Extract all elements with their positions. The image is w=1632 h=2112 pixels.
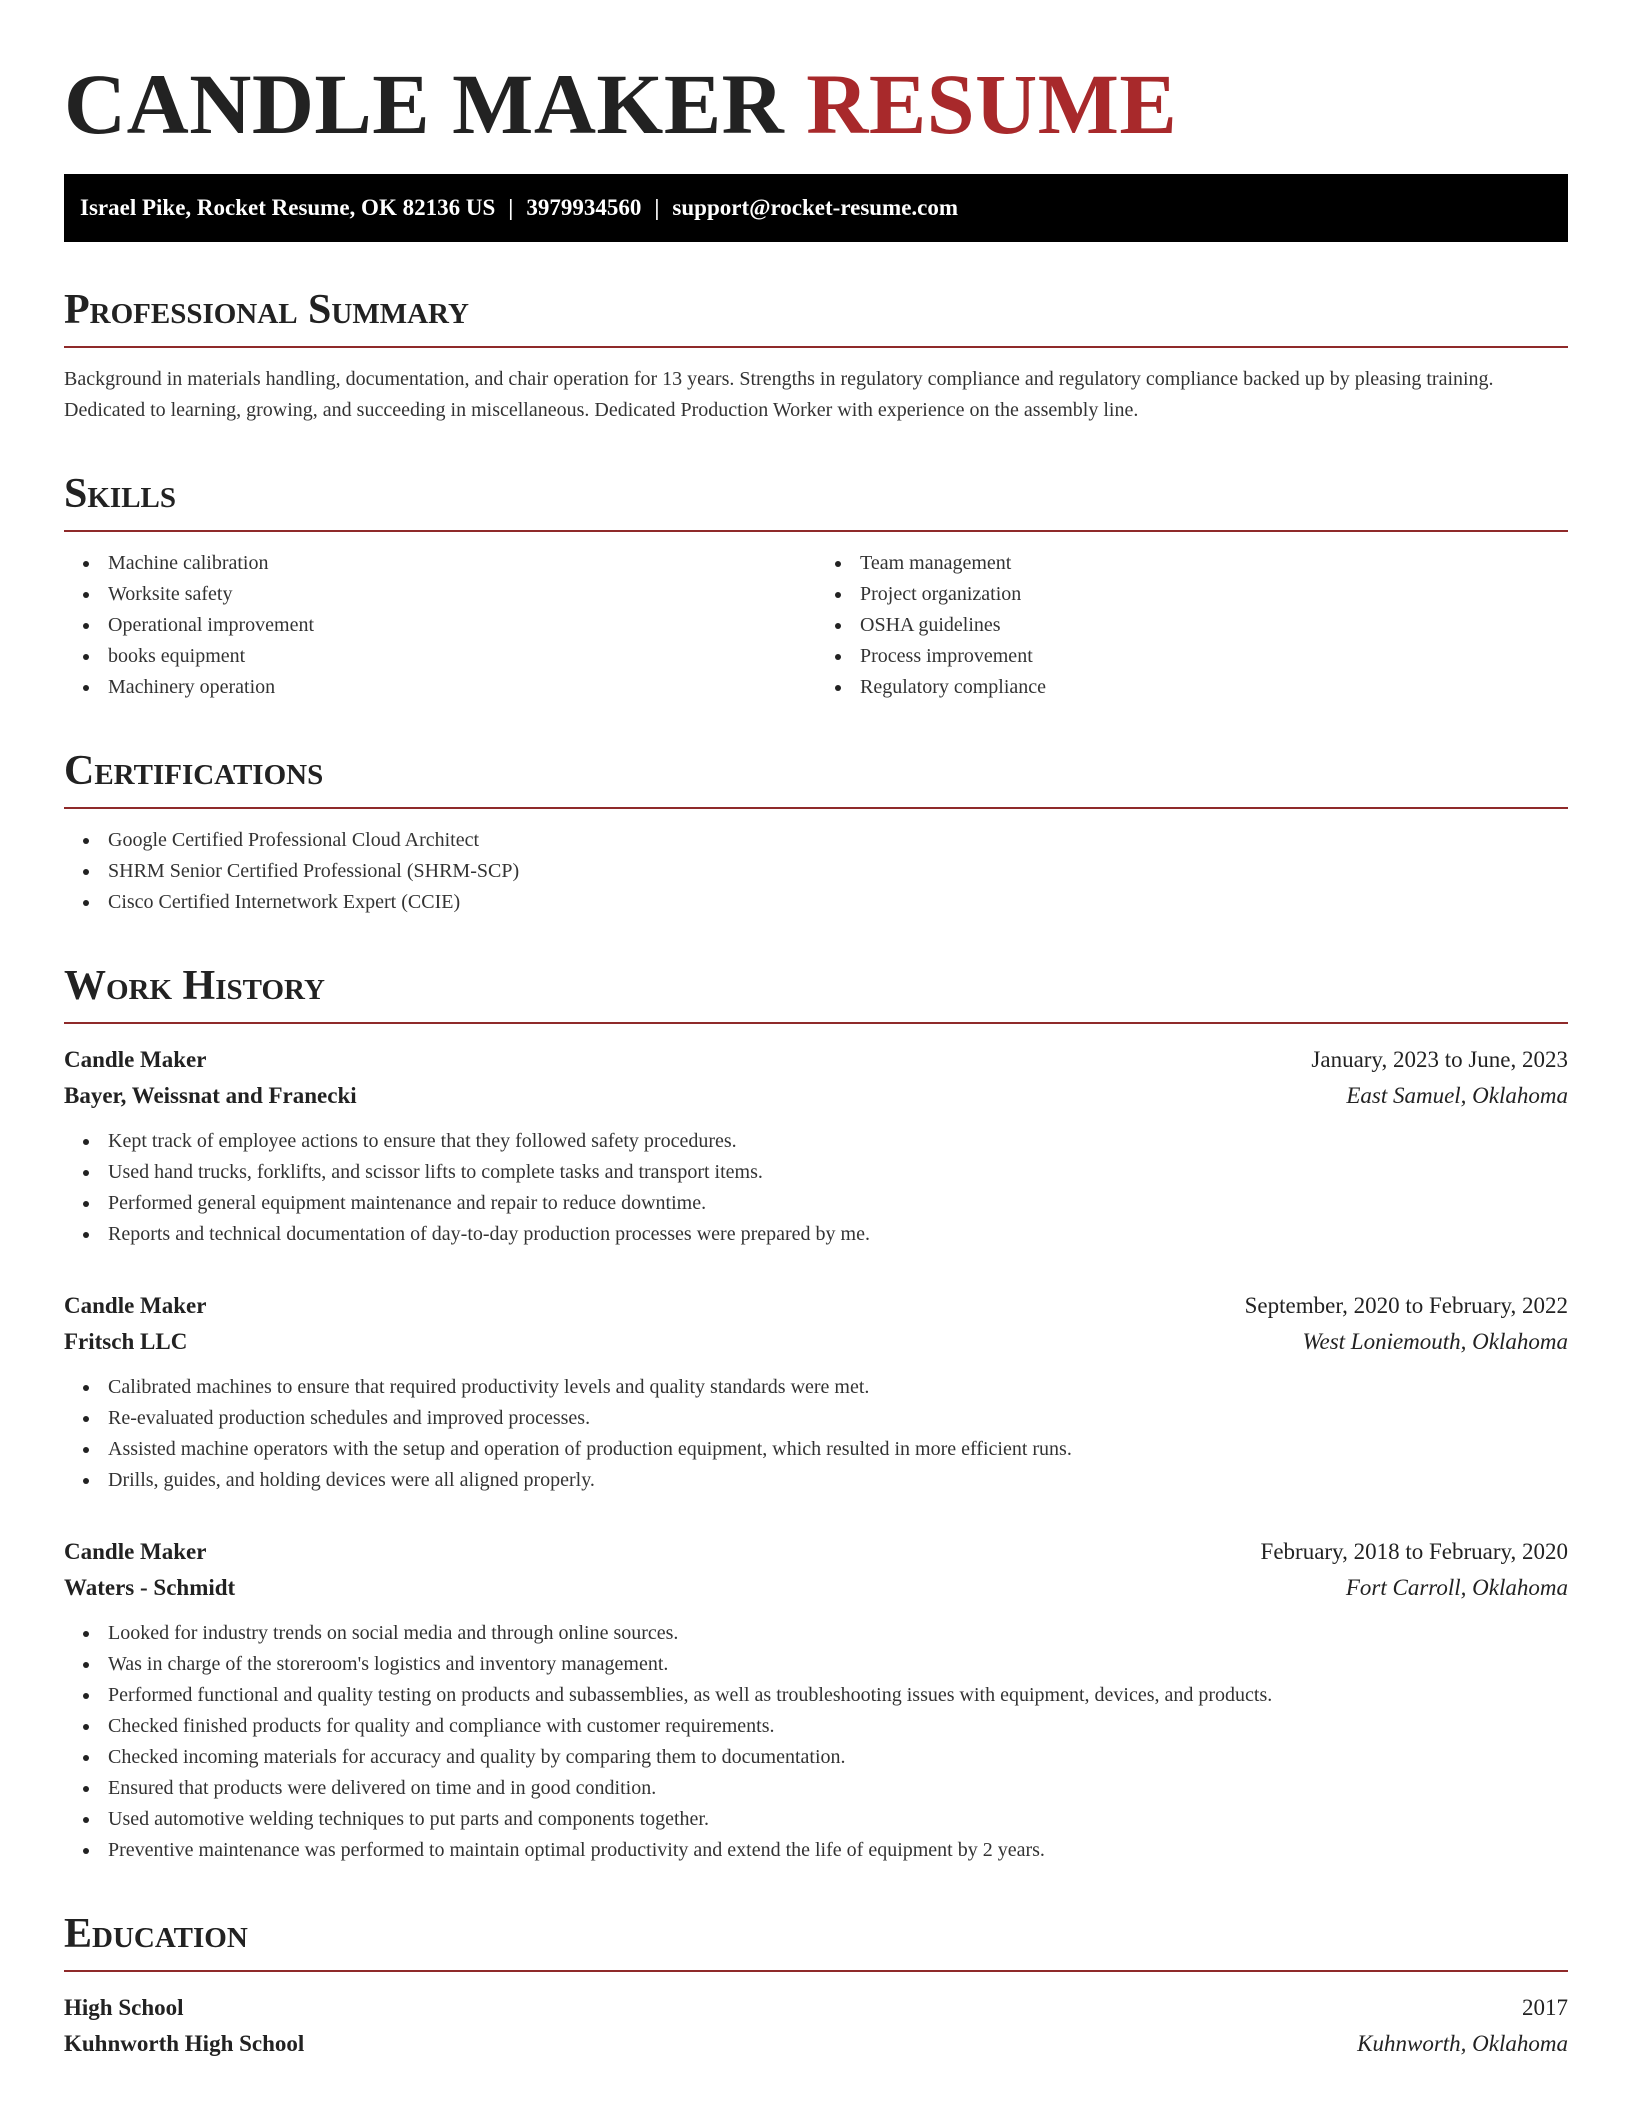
job-bullets [64,1126,1568,1250]
education-school-row [64,2026,1568,2062]
section-divider [64,807,1568,809]
skill-item: Worksite safety [64,579,816,610]
summary-text: Background in materials handling, documentation, and chair operation for 13 years. Strengths in regulatory compliance and regulatory compliance backed up by pleasing training. Dedicated to learning, growing, and succeeding in miscellaneous. Dedicated Production Worker with experience on the assembly line. [64,368,1494,421]
section-heading: Professional Summary [64,287,469,333]
skill-item: OSHA guidelines [816,610,1568,641]
job-company-row [64,1078,1568,1114]
job-header-row [64,1288,1568,1324]
section-divider [64,346,1568,348]
job-title: Candle Maker [64,1047,207,1072]
certifications-section [64,747,1568,918]
job-entry [64,1042,1568,1250]
job-bullet: Checked finished products for quality and compliance with customer requirements. [64,1711,1568,1742]
title-main: CANDLE MAKER [64,56,785,152]
skill-item: Machinery operation [64,672,816,703]
resume-title [64,54,1568,154]
skill-item: Regulatory compliance [816,672,1568,703]
job-location: East Samuel, Oklahoma [1346,1083,1568,1108]
job-entry [64,1534,1568,1866]
education-school: Kuhnworth High School [64,2031,305,2056]
job-bullet: Performed functional and quality testing on products and subassemblies, as well as troubleshooting issues with equipment, devices, and products. [64,1680,1568,1711]
job-header-row [64,1042,1568,1078]
job-dates: February, 2018 to February, 2020 [1260,1539,1568,1564]
education-entry [64,1990,1568,2062]
job-bullet: Performed general equipment maintenance and repair to reduce downtime. [64,1188,1568,1219]
skill-item: Machine calibration [64,548,816,579]
job-bullet: Used hand trucks, forklifts, and scissor lifts to complete tasks and transport items. [64,1157,1568,1188]
job-bullet: Reports and technical documentation of day-to-day production processes were prepared by me. [64,1219,1568,1250]
summary-section [64,286,1568,426]
job-bullet: Preventive maintenance was performed to maintain optimal productivity and extend the life of equipment by 2 years. [64,1835,1568,1866]
section-heading: Certifications [64,748,324,794]
job-bullet: Assisted machine operators with the setup and operation of production equipment, which resulted in more efficient runs. [64,1434,1568,1465]
job-entry [64,1288,1568,1496]
job-dates: September, 2020 to February, 2022 [1244,1293,1568,1318]
work-history-section [64,962,1568,1866]
contact-separator: | [654,195,660,220]
job-company: Waters - Schmidt [64,1575,236,1600]
title-accent: RESUME [806,56,1178,152]
job-bullet: Was in charge of the storeroom's logistics and inventory management. [64,1649,1568,1680]
certification-item: Cisco Certified Internetwork Expert (CCIE) [64,887,1568,918]
contact-email: support@rocket-resume.com [672,195,959,220]
contact-bar [64,174,1568,242]
section-heading: Education [64,1911,248,1957]
job-bullets [64,1618,1568,1866]
certifications-list [64,825,1568,918]
job-bullet: Re-evaluated production schedules and improved processes. [64,1403,1568,1434]
skill-item: Process improvement [816,641,1568,672]
section-heading: Work History [64,963,325,1009]
job-bullet: Looked for industry trends on social media and through online sources. [64,1618,1568,1649]
job-bullet: Used automotive welding techniques to put parts and components together. [64,1804,1568,1835]
job-bullets [64,1372,1568,1496]
job-company: Bayer, Weissnat and Franecki [64,1083,357,1108]
education-section [64,1910,1568,2062]
section-divider [64,1970,1568,1972]
education-degree: High School [64,1995,184,2020]
section-heading: Skills [64,471,177,517]
certification-item: Google Certified Professional Cloud Architect [64,825,1568,856]
job-bullet: Kept track of employee actions to ensure that they followed safety procedures. [64,1126,1568,1157]
skill-item: Project organization [816,579,1568,610]
job-location: Fort Carroll, Oklahoma [1345,1575,1568,1600]
skills-list-right [816,548,1568,703]
skills-section [64,470,1568,703]
job-header-row [64,1534,1568,1570]
education-year: 2017 [1522,1995,1568,2020]
job-dates: January, 2023 to June, 2023 [1311,1047,1568,1072]
skills-list-left [64,548,816,703]
section-divider [64,1022,1568,1024]
certification-item: SHRM Senior Certified Professional (SHRM-SCP) [64,856,1568,887]
contact-address: Israel Pike, Rocket Resume, OK 82136 US [80,195,496,220]
contact-phone: 3979934560 [526,195,642,220]
job-company-row [64,1324,1568,1360]
job-location: West Loniemouth, Oklahoma [1302,1329,1568,1354]
skill-item: books equipment [64,641,816,672]
education-location: Kuhnworth, Oklahoma [1357,2031,1568,2056]
job-company-row [64,1570,1568,1606]
education-header-row [64,1990,1568,2026]
job-title: Candle Maker [64,1293,207,1318]
contact-separator: | [508,195,514,220]
job-bullet: Drills, guides, and holding devices were all aligned properly. [64,1465,1568,1496]
skills-grid [64,532,1568,703]
skill-item: Operational improvement [64,610,816,641]
job-bullet: Ensured that products were delivered on time and in good condition. [64,1773,1568,1804]
job-title: Candle Maker [64,1539,207,1564]
job-bullet: Checked incoming materials for accuracy and quality by comparing them to documentation. [64,1742,1568,1773]
skill-item: Team management [816,548,1568,579]
job-bullet: Calibrated machines to ensure that required productivity levels and quality standards were met. [64,1372,1568,1403]
job-company: Fritsch LLC [64,1329,188,1354]
